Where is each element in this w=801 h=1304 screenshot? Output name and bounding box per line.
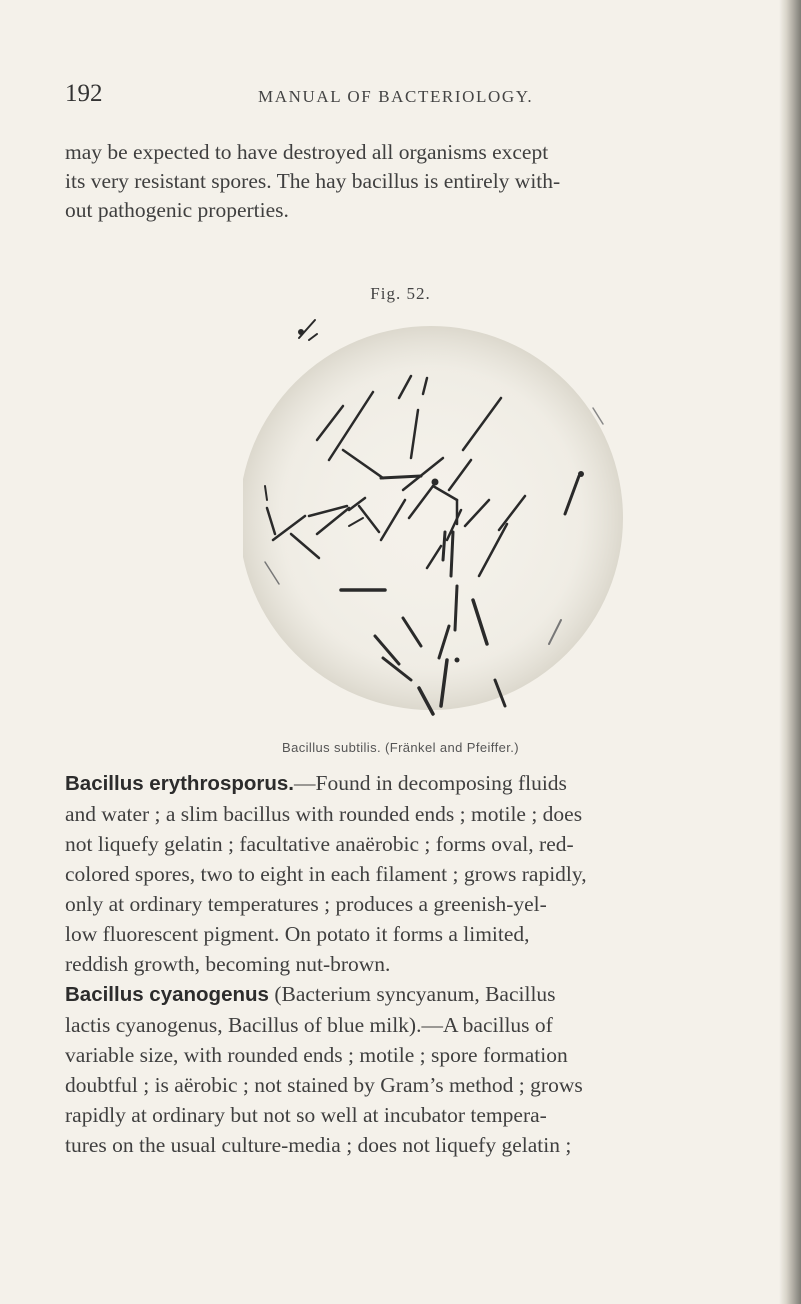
entry-title: Bacillus cyanogenus — [65, 983, 269, 1006]
page-edge-shadow — [779, 0, 801, 1304]
page-header — [65, 80, 745, 120]
text-line: and water ; a slim bacillus with rounded ends ; motile ; does — [65, 802, 583, 826]
bacillus-rod — [381, 476, 421, 478]
page-number: 192 — [65, 80, 103, 107]
text-line: out pathogenic properties. — [65, 198, 289, 222]
text-line: not liquefy gelatin ; facultative anaërobic ; forms oval, red- — [65, 832, 574, 856]
text-line: variable size, with rounded ends ; motile ; spore formation — [65, 1043, 568, 1067]
text-line: may be expected to have destroyed all organisms except — [65, 140, 549, 164]
body-text — [65, 768, 770, 1160]
figure-label: Fig. 52. — [370, 284, 431, 303]
spore — [432, 479, 439, 486]
bacillus-rod — [299, 320, 315, 338]
spore — [455, 658, 460, 663]
bacillus-rod — [309, 334, 317, 340]
entry-first-line — [65, 768, 770, 799]
entry-text: —Found in decomposing fluids — [293, 771, 567, 795]
text-line: doubtful ; is aërobic ; not stained by Gram’s method ; grows — [65, 1073, 583, 1097]
entry-title: Bacillus erythrosporus. — [65, 772, 294, 795]
text-line: lactis cyanogenus, Bacillus of blue milk).—A bacillus of — [65, 1013, 553, 1037]
entry-first-line — [65, 979, 770, 1010]
microscope-field-illustration — [243, 300, 623, 730]
text-line: reddish growth, becoming nut-brown. — [65, 952, 391, 976]
text-line: colored spores, two to eight in each filament ; grows rapidly, — [65, 862, 587, 886]
entry-text: (Bacterium syncyanum, Bacillus — [268, 982, 556, 1006]
figure-caption: Bacillus subtilis. (Fränkel and Pfeiffer.) — [282, 740, 519, 755]
text-line: rapidly at ordinary but not so well at incubator tempera- — [65, 1103, 547, 1127]
text-line: only at ordinary temperatures ; produces a greenish-yel- — [65, 892, 547, 916]
text-line: low fluorescent pigment. On potato it forms a limited, — [65, 922, 530, 946]
intro-paragraph — [65, 138, 765, 225]
spore — [578, 471, 584, 477]
bacillus-rod — [443, 532, 445, 560]
figure-illustration — [243, 300, 623, 730]
text-line: tures on the usual culture-media ; does not liquefy gelatin ; — [65, 1133, 572, 1157]
bacillus-rod — [455, 586, 457, 630]
bacillus-rod — [451, 532, 453, 576]
spore — [298, 329, 304, 335]
running-head: MANUAL OF BACTERIOLOGY. — [258, 87, 534, 106]
microscope-field-circle — [243, 326, 623, 710]
text-line: its very resistant spores. The hay bacillus is entirely with- — [65, 169, 561, 193]
